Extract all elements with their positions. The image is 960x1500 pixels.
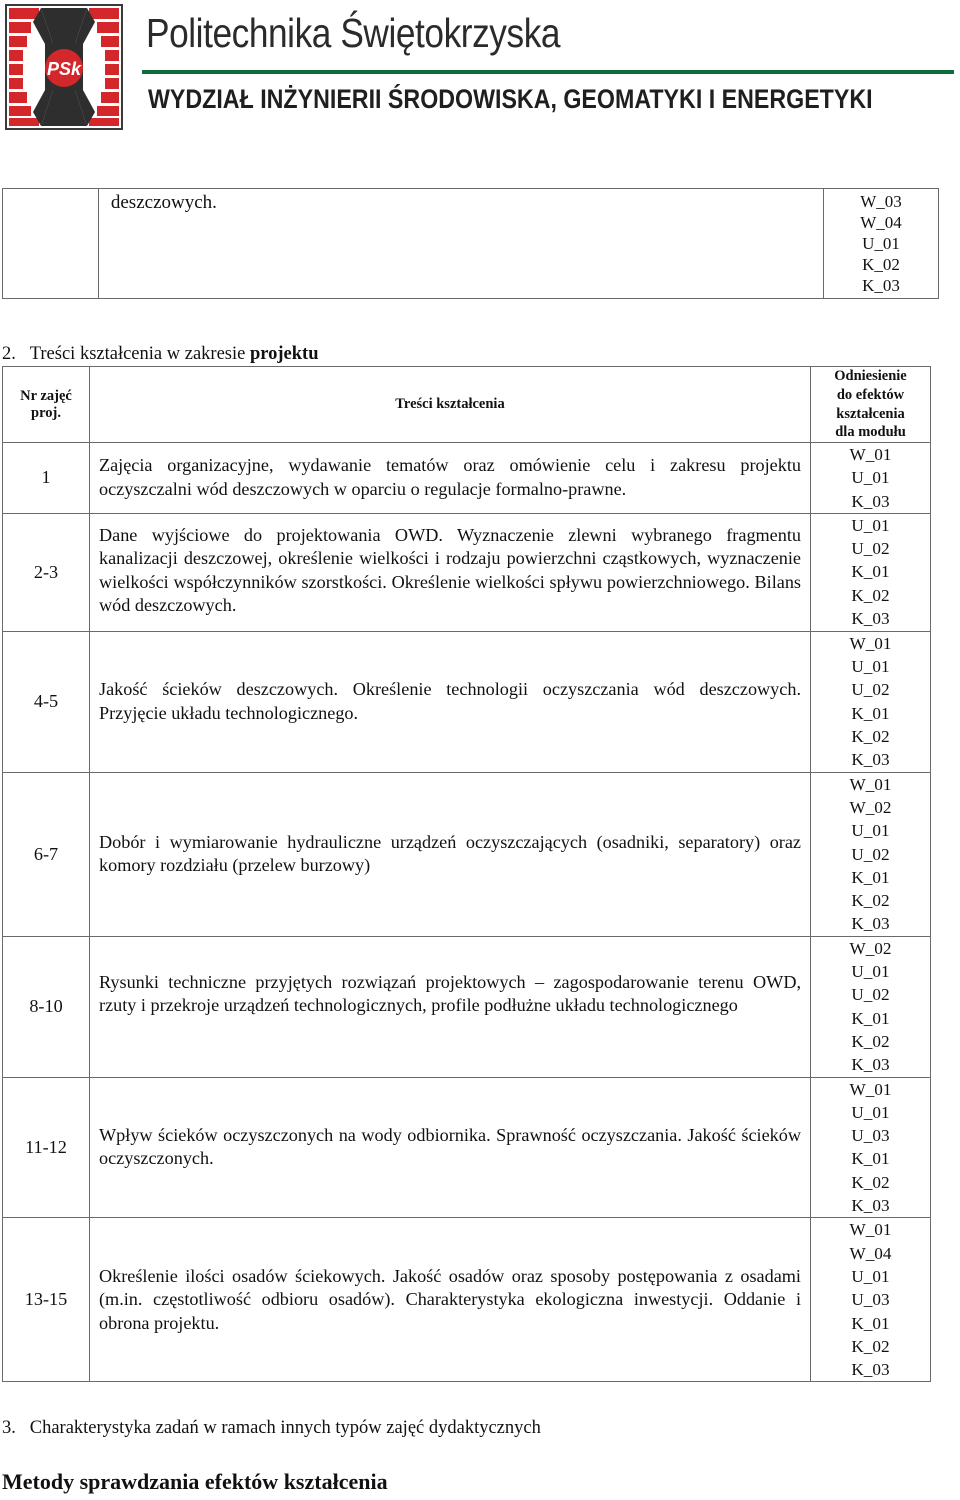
row-refs bbox=[811, 513, 931, 631]
ref-code: K_03 bbox=[851, 1055, 890, 1075]
ref-code: U_01 bbox=[851, 657, 890, 677]
row-refs bbox=[811, 1218, 931, 1382]
ref-code: W_02 bbox=[849, 938, 892, 958]
header-ref-line: do efektów bbox=[836, 386, 905, 403]
table-row bbox=[3, 189, 939, 299]
ref-code: U_01 bbox=[862, 234, 900, 253]
row-content-text: Jakość ścieków deszczowych. Określenie technologii oczyszczania wód deszczowych. Przyjęcie układu technologicznego. bbox=[99, 679, 801, 723]
row-nr: 11-12 bbox=[3, 1077, 90, 1218]
ref-code: U_02 bbox=[851, 539, 890, 559]
table-header-row bbox=[3, 367, 931, 443]
section-3-heading bbox=[2, 1418, 541, 1439]
ref-code: U_02 bbox=[851, 985, 890, 1005]
ref-code: K_02 bbox=[851, 1031, 890, 1051]
university-logo bbox=[5, 4, 123, 130]
university-name: Politechnika Świętokrzyska bbox=[146, 10, 561, 56]
ref-code: W_04 bbox=[860, 213, 902, 232]
ref-code: K_01 bbox=[851, 867, 890, 887]
section-2-heading bbox=[2, 344, 318, 365]
row-nr: 6-7 bbox=[3, 772, 90, 936]
ref-code: K_02 bbox=[851, 1336, 890, 1356]
ref-code: W_01 bbox=[849, 633, 892, 653]
ref-code: K_03 bbox=[851, 914, 890, 934]
header-refs bbox=[811, 367, 931, 443]
row-refs bbox=[811, 443, 931, 514]
nr-cell bbox=[3, 189, 99, 299]
table-row bbox=[3, 513, 931, 631]
ref-code: U_01 bbox=[851, 515, 890, 535]
row-nr: 1 bbox=[3, 443, 90, 514]
ref-code: U_01 bbox=[851, 1266, 890, 1286]
ref-code: K_02 bbox=[851, 727, 890, 747]
continuation-table bbox=[2, 188, 939, 299]
header-content: Treści kształcenia bbox=[90, 367, 811, 443]
ref-code: W_02 bbox=[849, 797, 892, 817]
ref-code: W_04 bbox=[849, 1243, 892, 1263]
row-content bbox=[90, 513, 811, 631]
ref-code: U_01 bbox=[851, 821, 890, 841]
row-content-text: Rysunki techniczne przyjętych rozwiązań projektowych – zagospodarowanie terenu OWD, rzuty i przekroje urządzeń technologicznych, profile podłużne układu technologicznego bbox=[99, 971, 801, 1016]
ref-code: K_02 bbox=[851, 1172, 890, 1192]
header-nr-line: proj. bbox=[31, 404, 61, 421]
row-content-text: Określenie ilości osadów ściekowych. Jakość osadów oraz sposoby postępowania z osadami (m.in. częstotliwość odbioru osadów). Charakterystyka ekologiczna inwestycji. Oddanie i obrona projektu. bbox=[99, 1265, 801, 1333]
ref-code: U_01 bbox=[851, 962, 890, 982]
svg-text:PSk: PSk bbox=[46, 59, 82, 79]
header-ref-line: kształcenia bbox=[836, 405, 905, 422]
ref-code: K_01 bbox=[851, 703, 890, 723]
ref-code: U_02 bbox=[851, 844, 890, 864]
table-row bbox=[3, 631, 931, 772]
row-nr: 8-10 bbox=[3, 936, 90, 1077]
faculty-name: WYDZIAŁ INŻYNIERII ŚRODOWISKA, GEOMATYKI I ENERGETYKI bbox=[148, 84, 873, 114]
row-refs bbox=[811, 772, 931, 936]
row-content bbox=[90, 772, 811, 936]
ref-code: K_02 bbox=[851, 891, 890, 911]
row-content-text: Dane wyjściowe do projektowania OWD. Wyznaczenie zlewni wybranego fragmentu kanalizacji deszczowej, określenie wielkości i rodzaju powierzchni cząstkowych, wyznaczenie wielkości współczynników szorstkości. Określenie wielkości spływu powierzchniowego. Bilans wód deszczowych. bbox=[99, 524, 801, 616]
ref-code: K_01 bbox=[851, 1008, 890, 1028]
section-title-bold: projektu bbox=[249, 344, 319, 364]
ref-code: U_02 bbox=[851, 680, 890, 700]
row-content bbox=[90, 443, 811, 514]
header-ref-line: dla modułu bbox=[835, 424, 906, 441]
ref-code: W_01 bbox=[849, 1220, 892, 1240]
row-content bbox=[90, 936, 811, 1077]
section-title: Treści kształcenia w zakresie bbox=[29, 344, 250, 364]
table-row bbox=[3, 1077, 931, 1218]
project-content-table bbox=[2, 366, 931, 1382]
table-row bbox=[3, 936, 931, 1077]
row-refs bbox=[811, 1077, 931, 1218]
row-content-text: Zajęcia organizacyjne, wydawanie tematów oraz omówienie celu i zakresu projektu oczyszczalni wód deszczowych w oparciu o regulacje formalno-prawne. bbox=[99, 455, 801, 499]
table-row bbox=[3, 443, 931, 514]
ref-code: K_01 bbox=[851, 1149, 890, 1169]
row-content bbox=[90, 631, 811, 772]
header-divider bbox=[142, 70, 954, 74]
section-title: Charakterystyka zadań w ramach innych typów zajęć dydaktycznych bbox=[29, 1418, 541, 1438]
ref-code: U_03 bbox=[851, 1290, 890, 1310]
psk-logo-icon bbox=[5, 4, 123, 130]
table-row bbox=[3, 772, 931, 936]
ref-code: U_01 bbox=[851, 1102, 890, 1122]
header-ref-line: Odniesienie bbox=[834, 368, 907, 385]
row-nr: 13-15 bbox=[3, 1218, 90, 1382]
row-nr: 2-3 bbox=[3, 513, 90, 631]
ref-code: K_03 bbox=[851, 609, 890, 629]
section-number: 3. bbox=[2, 1418, 16, 1438]
content-cell: deszczowych. bbox=[98, 189, 823, 299]
row-nr: 4-5 bbox=[3, 631, 90, 772]
row-content bbox=[90, 1077, 811, 1218]
ref-code: U_03 bbox=[851, 1126, 890, 1146]
row-refs bbox=[811, 631, 931, 772]
header-nr-line: Nr zajęć bbox=[20, 387, 72, 404]
row-content-text: Wpływ ścieków oczyszczonych na wody odbiornika. Sprawność oczyszczania. Jakość ścieków oczyszczonych. bbox=[99, 1124, 801, 1169]
refs-cell bbox=[824, 189, 939, 299]
section-number: 2. bbox=[2, 344, 16, 364]
page-header bbox=[0, 0, 960, 140]
ref-code: K_03 bbox=[851, 750, 890, 770]
ref-code: K_01 bbox=[851, 1313, 890, 1333]
methods-heading: Metody sprawdzania efektów kształcenia bbox=[2, 1469, 388, 1494]
ref-code: W_01 bbox=[849, 774, 892, 794]
ref-code: U_01 bbox=[851, 468, 890, 488]
row-refs bbox=[811, 936, 931, 1077]
ref-code: K_02 bbox=[851, 585, 890, 605]
ref-code: K_03 bbox=[862, 276, 900, 295]
ref-code: K_01 bbox=[851, 562, 890, 582]
header-nr bbox=[3, 367, 90, 443]
ref-code: W_01 bbox=[849, 1079, 892, 1099]
row-content bbox=[90, 1218, 811, 1382]
ref-code: K_03 bbox=[851, 1360, 890, 1380]
ref-code: K_03 bbox=[851, 491, 890, 511]
table-row bbox=[3, 1218, 931, 1382]
ref-code: K_03 bbox=[851, 1196, 890, 1216]
row-content-text: Dobór i wymiarowanie hydrauliczne urządzeń oczyszczających (osadniki, separatory) oraz komory rozdziału (przelew burzowy) bbox=[99, 831, 801, 876]
ref-code: K_02 bbox=[862, 255, 900, 274]
ref-code: W_01 bbox=[849, 445, 892, 464]
ref-code: W_03 bbox=[860, 192, 902, 211]
